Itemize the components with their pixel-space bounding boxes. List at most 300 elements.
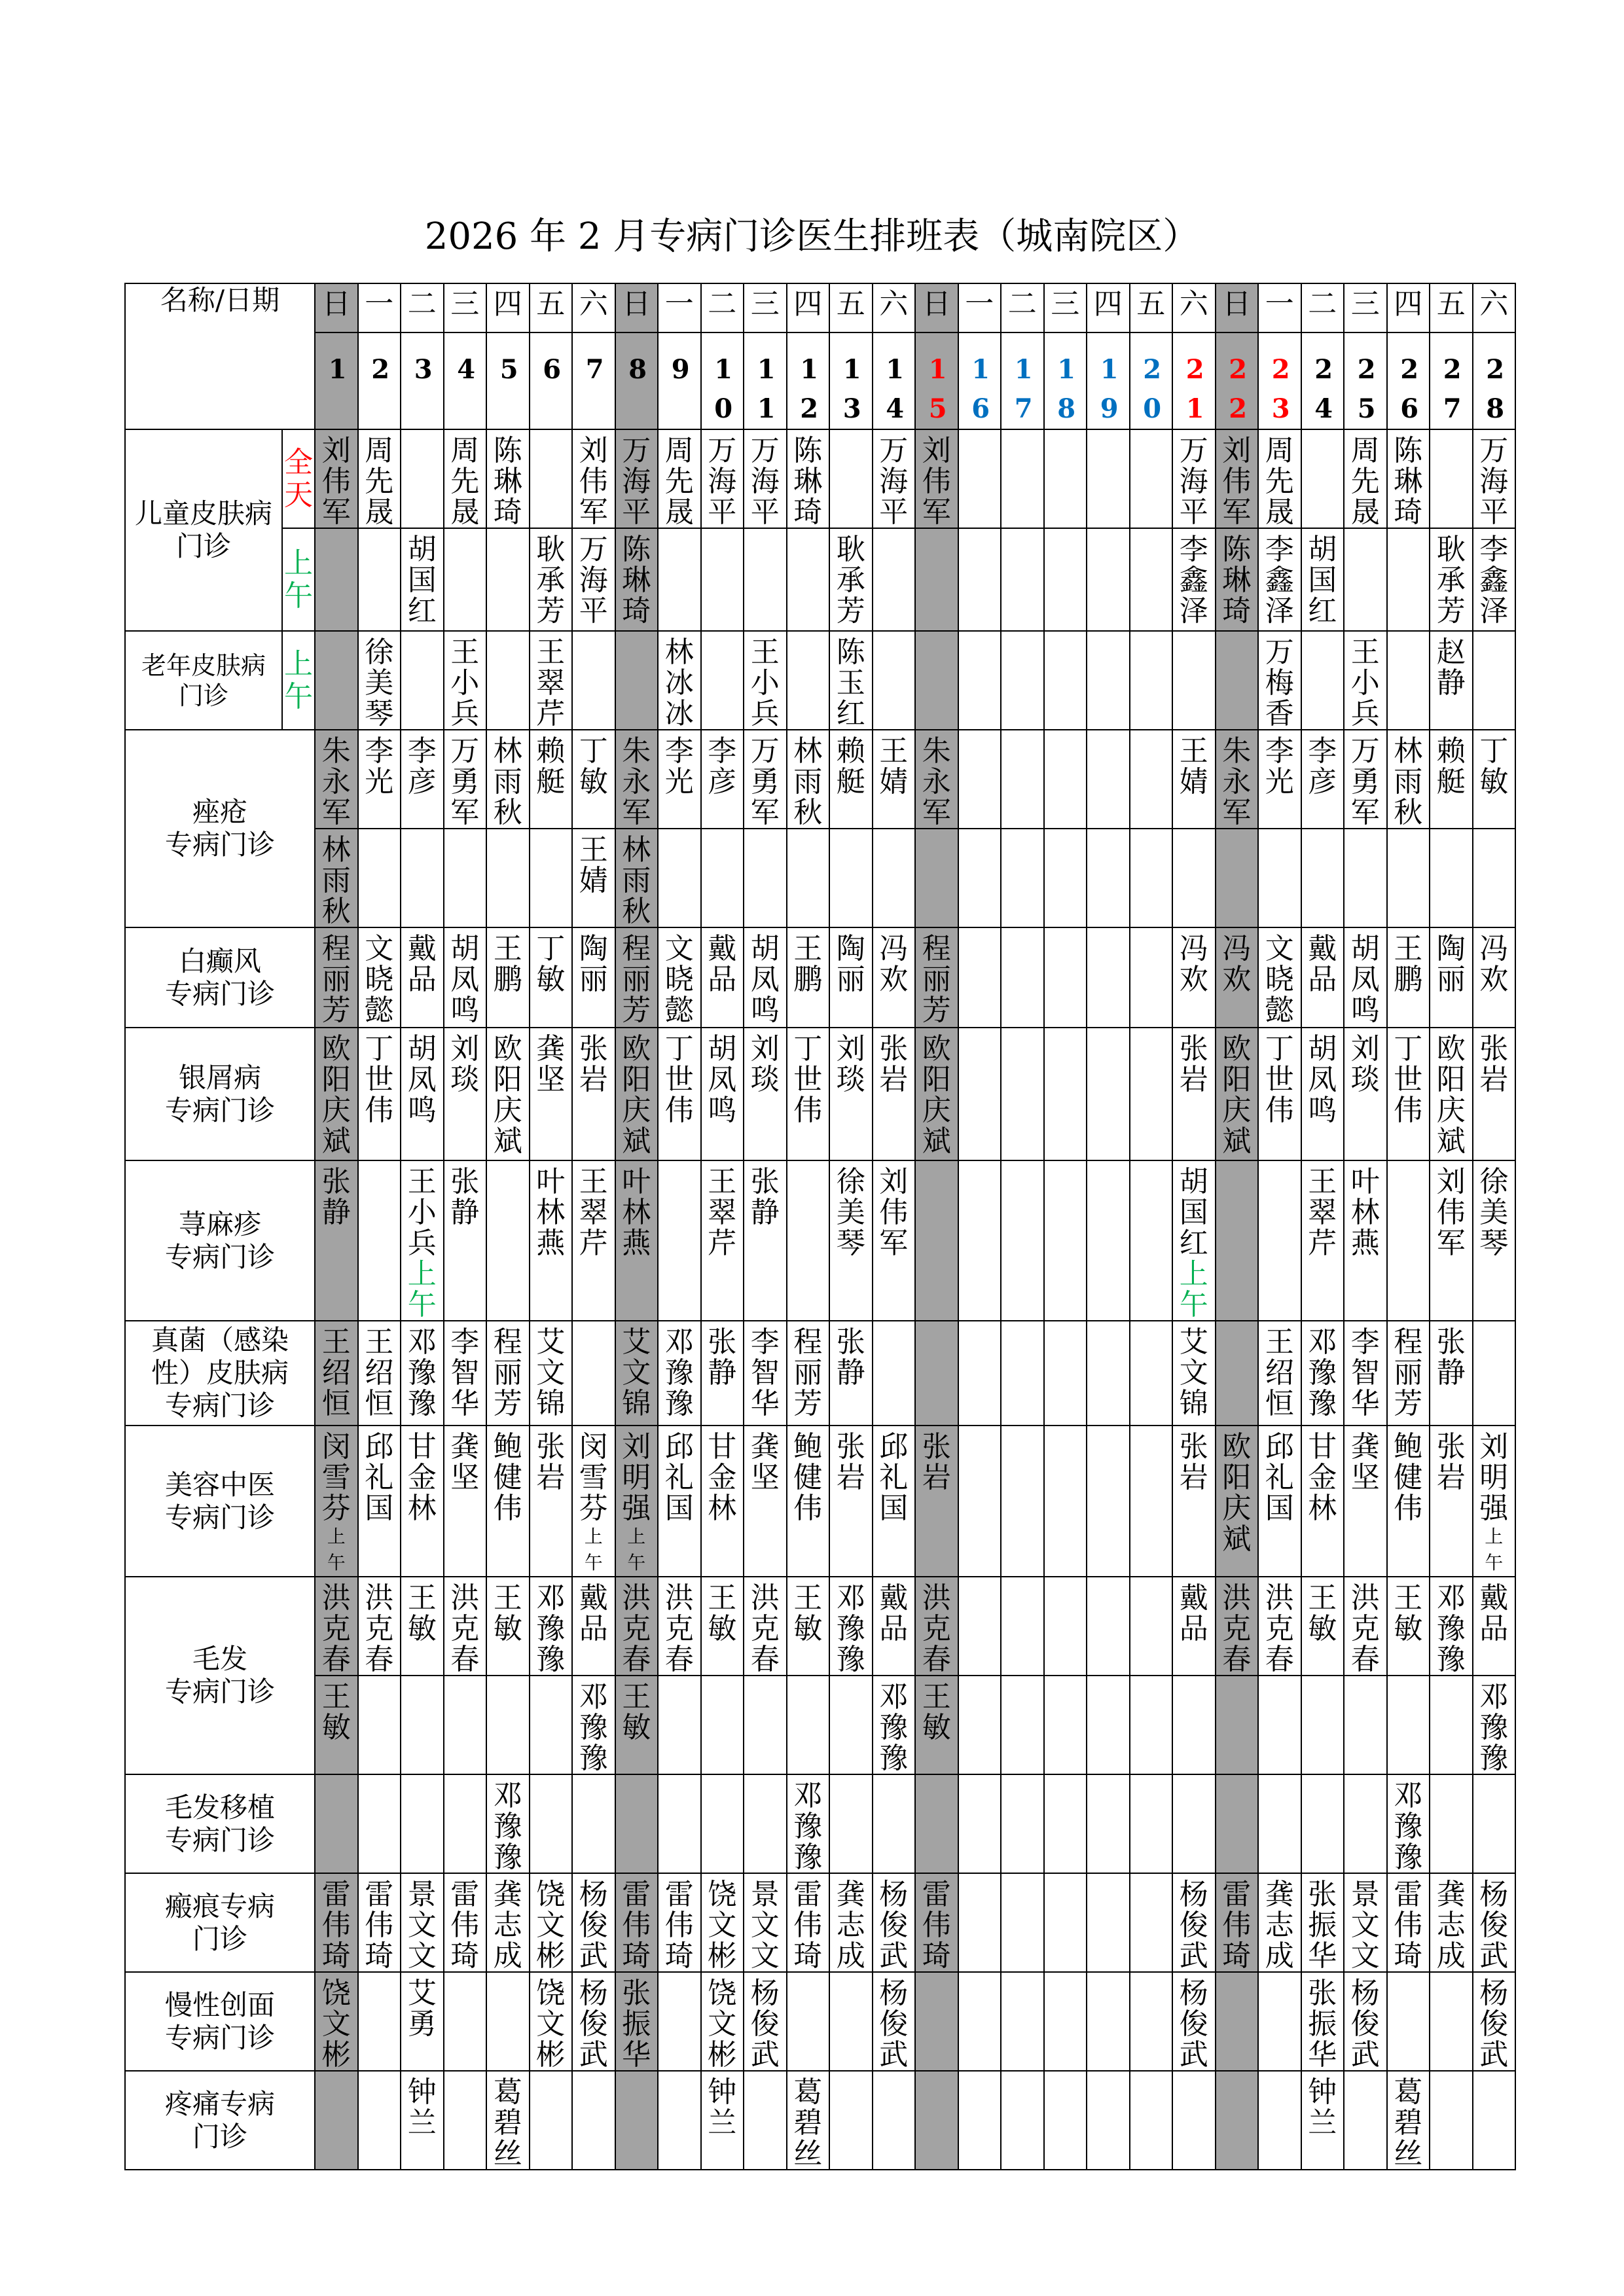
date-number: 23 [1271, 354, 1290, 424]
doctor-name: 王鹏 [793, 932, 823, 996]
doctor-name: 李鑫泽 [1479, 533, 1509, 628]
doctor-cell [358, 1577, 401, 1676]
doctor-cell [444, 2071, 487, 2170]
weekday-cell [915, 283, 958, 332]
doctor-cell [958, 1426, 1001, 1577]
doctor-cell [1387, 2071, 1430, 2170]
doctor-name: 林雨秋 [321, 833, 351, 927]
weekday-cell [958, 283, 1001, 332]
date-number: 22 [1229, 354, 1248, 424]
weekday-cell [1473, 283, 1516, 332]
doctor-cell [1301, 631, 1344, 730]
doctor-name: 万海平 [879, 434, 909, 528]
doctor-cell [787, 1873, 830, 1972]
doctor-name: 杨俊武 [1179, 1878, 1208, 1972]
doctor-cell [958, 528, 1001, 631]
doctor-name: 冯欢 [879, 932, 909, 996]
doctor-name: 艾文锦 [1179, 1325, 1208, 1420]
doctor-name: 王敏 [1394, 1581, 1423, 1645]
doctor-name: 邓豫豫 [836, 1581, 865, 1676]
doctor-cell [744, 1972, 787, 2071]
doctor-name: 王翠芹 [536, 636, 566, 730]
doctor-cell [658, 1676, 701, 1774]
date-cell [658, 332, 701, 429]
doctor-cell [1344, 730, 1387, 829]
doctor-cell [1044, 1774, 1087, 1873]
weekday-label: 一 [365, 287, 394, 321]
doctor-cell [530, 1774, 573, 1873]
doctor-name: 朱永军 [321, 734, 351, 829]
doctor-cell [744, 2071, 787, 2170]
session-note-small: 上午 [627, 1526, 646, 1573]
doctor-name: 耿承芳 [536, 533, 566, 628]
doctor-name: 龚志成 [493, 1878, 522, 1972]
doctor-cell [1430, 1426, 1473, 1577]
doctor-name: 鲍健伟 [1394, 1430, 1423, 1525]
doctor-cell [1044, 2071, 1087, 2170]
doctor-cell [915, 1028, 958, 1160]
doctor-name: 胡凤鸣 [407, 1032, 437, 1127]
date-number: 26 [1400, 354, 1419, 424]
weekday-cell [530, 283, 573, 332]
doctor-name: 胡国红 [407, 533, 437, 628]
doctor-cell [530, 1426, 573, 1577]
date-number: 4 [457, 354, 476, 385]
doctor-cell [1087, 1774, 1130, 1873]
doctor-name: 丁世伟 [664, 1032, 694, 1127]
schedule-row [125, 1321, 1515, 1426]
doctor-cell [530, 631, 573, 730]
doctor-cell [958, 730, 1001, 829]
doctor-cell [829, 1160, 873, 1321]
doctor-cell [1301, 2071, 1344, 2170]
doctor-cell [1344, 1577, 1387, 1676]
page-title: 2026 年 2 月专病门诊医生排班表（城南院区） [424, 215, 1200, 258]
doctor-cell [1172, 1160, 1216, 1321]
doctor-cell [1387, 528, 1430, 631]
doctor-cell [1387, 1028, 1430, 1160]
weekday-cell [658, 283, 701, 332]
doctor-cell [1344, 1972, 1387, 2071]
weekday-label: 日 [1222, 287, 1252, 321]
doctor-cell [444, 1873, 487, 1972]
doctor-cell [401, 1321, 444, 1426]
doctor-cell [1044, 1160, 1087, 1321]
doctor-cell [444, 829, 487, 927]
doctor-cell [1087, 829, 1130, 927]
doctor-cell [1044, 1873, 1087, 1972]
doctor-name: 陈琳琦 [1222, 533, 1252, 628]
weekday-cell [1301, 283, 1344, 332]
doctor-cell [486, 1426, 530, 1577]
doctor-name: 雷伟琦 [321, 1878, 351, 1972]
doctor-cell [744, 1028, 787, 1160]
doctor-name: 杨俊武 [879, 1977, 909, 2071]
doctor-name: 刘伟军 [1222, 434, 1252, 528]
doctor-cell [829, 1577, 873, 1676]
doctor-cell [787, 429, 830, 528]
doctor-cell [1430, 1160, 1473, 1321]
date-number: 25 [1357, 354, 1376, 424]
doctor-cell [744, 631, 787, 730]
doctor-cell [1087, 1426, 1130, 1577]
doctor-cell [315, 631, 358, 730]
clinic-name-cell: 痤疮 专病门诊 [125, 730, 315, 927]
doctor-cell [1387, 730, 1430, 829]
doctor-name: 程丽芳 [1394, 1325, 1423, 1420]
doctor-cell [958, 2071, 1001, 2170]
date-number: 1 [328, 354, 347, 385]
doctor-name: 程丽芳 [922, 932, 951, 1027]
doctor-name: 欧阳庆斌 [922, 1032, 951, 1158]
date-cell [744, 332, 787, 429]
doctor-name: 甘金林 [708, 1430, 737, 1525]
weekday-label: 二 [407, 287, 437, 321]
doctor-cell [701, 1321, 744, 1426]
doctor-name: 洪克春 [1222, 1581, 1252, 1676]
doctor-cell [1344, 1774, 1387, 1873]
doctor-cell [873, 2071, 916, 2170]
doctor-name: 冯欢 [1222, 932, 1252, 996]
doctor-name: 杨俊武 [750, 1977, 780, 2071]
doctor-cell [572, 528, 615, 631]
doctor-cell [787, 927, 830, 1028]
doctor-cell [1130, 631, 1173, 730]
date-cell [1473, 332, 1516, 429]
doctor-cell [486, 1774, 530, 1873]
doctor-cell [530, 1321, 573, 1426]
doctor-cell [1473, 1972, 1516, 2071]
doctor-name: 欧阳庆斌 [493, 1032, 522, 1158]
doctor-cell [1216, 528, 1259, 631]
session-note-small: 上午 [584, 1526, 603, 1573]
doctor-name: 戴品 [879, 1581, 909, 1645]
doctor-cell [315, 1676, 358, 1774]
doctor-cell [1430, 1972, 1473, 2071]
doctor-cell [1216, 1873, 1259, 1972]
doctor-cell [615, 2071, 659, 2170]
doctor-cell [486, 1321, 530, 1426]
doctor-name: 丁敏 [579, 734, 608, 798]
doctor-name: 朱永军 [622, 734, 651, 829]
doctor-name: 雷伟琦 [664, 1878, 694, 1972]
doctor-cell [1001, 429, 1044, 528]
doctor-cell [1087, 1873, 1130, 1972]
doctor-cell [315, 1028, 358, 1160]
doctor-name: 耿承芳 [1436, 533, 1466, 628]
date-cell [787, 332, 830, 429]
doctor-cell [744, 1873, 787, 1972]
date-cell [1044, 332, 1087, 429]
doctor-cell [873, 1972, 916, 2071]
doctor-cell [1344, 1160, 1387, 1321]
doctor-cell [829, 1972, 873, 2071]
weekday-cell [572, 283, 615, 332]
date-cell [1430, 332, 1473, 429]
doctor-cell [444, 730, 487, 829]
session-note-small: 上午 [1485, 1526, 1504, 1573]
doctor-cell [1301, 429, 1344, 528]
doctor-name: 饶文彬 [708, 1977, 737, 2071]
doctor-cell [401, 927, 444, 1028]
doctor-cell [1087, 1160, 1130, 1321]
doctor-cell [615, 1577, 659, 1676]
doctor-name: 赖艇 [536, 734, 566, 798]
doctor-cell [1172, 829, 1216, 927]
date-number: 14 [886, 354, 905, 424]
doctor-name: 王敏 [407, 1581, 437, 1645]
doctor-cell [701, 1774, 744, 1873]
weekday-cell [744, 283, 787, 332]
doctor-name: 刘伟军 [1436, 1165, 1466, 1260]
doctor-name: 张岩 [1436, 1430, 1466, 1494]
doctor-name: 赖艇 [1436, 734, 1466, 798]
doctor-cell [1301, 927, 1344, 1028]
schedule-row [125, 1873, 1515, 1972]
doctor-cell [829, 1873, 873, 1972]
doctor-cell [958, 1972, 1001, 2071]
doctor-name: 李光 [1265, 734, 1294, 798]
doctor-cell [1258, 1426, 1301, 1577]
doctor-cell [1216, 429, 1259, 528]
doctor-cell [1473, 1577, 1516, 1676]
weekday-label: 四 [793, 287, 823, 321]
clinic-name-cell: 疼痛专病 门诊 [125, 2071, 315, 2170]
doctor-name: 杨俊武 [1179, 1977, 1208, 2071]
doctor-cell [1473, 730, 1516, 829]
doctor-name: 张静 [836, 1325, 865, 1390]
doctor-cell [658, 927, 701, 1028]
doctor-name: 耿承芳 [836, 533, 865, 628]
doctor-cell [1387, 1426, 1430, 1577]
doctor-cell [658, 1972, 701, 2071]
doctor-cell [1130, 528, 1173, 631]
weekday-cell [787, 283, 830, 332]
doctor-name: 胡国红 [1179, 1165, 1208, 1260]
doctor-name: 文晓懿 [365, 932, 394, 1027]
doctor-name: 景文文 [750, 1878, 780, 1972]
doctor-name: 王婧 [879, 734, 909, 798]
date-number: 13 [842, 354, 861, 424]
doctor-cell [873, 1577, 916, 1676]
session-note-small: 上午 [327, 1526, 346, 1573]
doctor-cell [615, 730, 659, 829]
doctor-cell [1130, 429, 1173, 528]
doctor-name: 杨俊武 [579, 1977, 608, 2071]
weekday-cell [401, 283, 444, 332]
doctor-cell [530, 1160, 573, 1321]
doctor-cell [1258, 1321, 1301, 1426]
weekday-label: 二 [1308, 287, 1337, 321]
doctor-cell [444, 1321, 487, 1426]
doctor-cell [486, 1160, 530, 1321]
doctor-name: 饶文彬 [708, 1878, 737, 1972]
doctor-cell [1044, 829, 1087, 927]
schedule-row [125, 1972, 1515, 2071]
doctor-cell [658, 2071, 701, 2170]
doctor-cell [1172, 1676, 1216, 1774]
doctor-cell [1473, 927, 1516, 1028]
doctor-cell [958, 1873, 1001, 1972]
date-number: 18 [1057, 354, 1076, 424]
doctor-cell [572, 829, 615, 927]
doctor-cell [1301, 1426, 1344, 1577]
doctor-cell [1216, 730, 1259, 829]
doctor-cell [701, 1972, 744, 2071]
date-number: 11 [757, 354, 776, 424]
doctor-cell [1430, 528, 1473, 631]
weekday-label: 三 [1051, 287, 1080, 321]
doctor-cell [1130, 1321, 1173, 1426]
doctor-name: 邓豫豫 [664, 1325, 694, 1420]
date-number: 20 [1143, 354, 1162, 424]
doctor-name: 甘金林 [407, 1430, 437, 1525]
doctor-cell [572, 1972, 615, 2071]
doctor-cell [315, 829, 358, 927]
doctor-cell [1258, 429, 1301, 528]
doctor-name: 鲍健伟 [493, 1430, 522, 1525]
doctor-cell [744, 1426, 787, 1577]
doctor-cell [1387, 1972, 1430, 2071]
doctor-cell [358, 1774, 401, 1873]
doctor-cell [486, 1028, 530, 1160]
doctor-name: 林雨秋 [493, 734, 522, 829]
doctor-cell [915, 829, 958, 927]
doctor-cell [958, 631, 1001, 730]
schedule-row [125, 429, 1515, 528]
doctor-name: 龚志成 [836, 1878, 865, 1972]
date-cell [1172, 332, 1216, 429]
doctor-cell [701, 2071, 744, 2170]
doctor-cell [1301, 829, 1344, 927]
doctor-cell [1044, 1426, 1087, 1577]
schedule-row [125, 631, 1515, 730]
doctor-name: 万海平 [622, 434, 651, 528]
weekday-label: 一 [664, 287, 694, 321]
doctor-cell [444, 1426, 487, 1577]
doctor-cell [873, 730, 916, 829]
doctor-name: 林雨秋 [793, 734, 823, 829]
doctor-cell [744, 927, 787, 1028]
doctor-name: 周先晟 [450, 434, 480, 528]
session-note: 上午 [407, 1257, 437, 1321]
doctor-cell [658, 429, 701, 528]
weekday-cell [615, 283, 659, 332]
doctor-name: 龚坚 [1350, 1430, 1380, 1494]
doctor-name: 万勇军 [450, 734, 480, 829]
weekday-label: 五 [1136, 287, 1166, 321]
doctor-name: 邱礼国 [365, 1430, 394, 1525]
doctor-cell [572, 631, 615, 730]
doctor-name: 邓豫豫 [493, 1779, 522, 1873]
doctor-name: 王鹏 [1394, 932, 1423, 996]
doctor-cell [787, 2071, 830, 2170]
doctor-name: 程丽芳 [622, 932, 651, 1027]
doctor-cell [701, 927, 744, 1028]
doctor-name: 王敏 [1308, 1581, 1337, 1645]
doctor-cell [873, 1774, 916, 1873]
date-cell [401, 332, 444, 429]
doctor-cell [829, 1321, 873, 1426]
date-cell [958, 332, 1001, 429]
doctor-cell [1301, 528, 1344, 631]
doctor-cell [1216, 1426, 1259, 1577]
date-cell [1301, 332, 1344, 429]
doctor-cell [315, 2071, 358, 2170]
doctor-name: 张岩 [579, 1032, 608, 1096]
doctor-cell [701, 1676, 744, 1774]
doctor-name: 张岩 [536, 1430, 566, 1494]
doctor-name: 周先晟 [1350, 434, 1380, 528]
doctor-cell [401, 829, 444, 927]
doctor-cell [315, 1321, 358, 1426]
doctor-cell [1258, 1676, 1301, 1774]
doctor-name: 杨俊武 [579, 1878, 608, 1972]
doctor-cell [1087, 1676, 1130, 1774]
doctor-cell [1473, 429, 1516, 528]
date-cell [315, 332, 358, 429]
doctor-cell [1172, 927, 1216, 1028]
doctor-name: 万海平 [708, 434, 737, 528]
doctor-cell [1044, 1676, 1087, 1774]
clinic-name-cell: 美容中医 专病门诊 [125, 1426, 315, 1577]
doctor-cell [1087, 1321, 1130, 1426]
doctor-name: 饶文彬 [321, 1977, 351, 2071]
doctor-cell [1258, 1028, 1301, 1160]
doctor-name: 丁世伟 [1265, 1032, 1294, 1127]
doctor-name: 王敏 [622, 1680, 651, 1744]
doctor-cell [1172, 2071, 1216, 2170]
session-label: 全天 [284, 445, 313, 512]
weekday-cell [486, 283, 530, 332]
date-number: 24 [1314, 354, 1333, 424]
doctor-cell [358, 2071, 401, 2170]
doctor-name: 洪克春 [321, 1581, 351, 1676]
doctor-name: 张岩 [879, 1032, 909, 1096]
doctor-cell [658, 1774, 701, 1873]
doctor-name: 张振华 [1308, 1878, 1337, 1972]
doctor-cell [873, 1426, 916, 1577]
date-number: 12 [800, 354, 819, 424]
doctor-cell [572, 2071, 615, 2170]
doctor-name: 邱礼国 [664, 1430, 694, 1525]
session-label: 上午 [284, 647, 313, 713]
date-number: 28 [1486, 354, 1505, 424]
doctor-cell [444, 1774, 487, 1873]
doctor-cell [658, 631, 701, 730]
doctor-cell [1387, 927, 1430, 1028]
doctor-cell [1258, 1972, 1301, 2071]
doctor-cell [315, 429, 358, 528]
doctor-name: 戴品 [1479, 1581, 1509, 1645]
doctor-cell [701, 730, 744, 829]
doctor-name: 文晓懿 [1265, 932, 1294, 1027]
doctor-cell [1430, 1577, 1473, 1676]
doctor-cell [1258, 1873, 1301, 1972]
weekday-label: 六 [1479, 287, 1509, 321]
doctor-cell [1344, 1028, 1387, 1160]
date-cell [1087, 332, 1130, 429]
doctor-cell [958, 1676, 1001, 1774]
doctor-cell [787, 1160, 830, 1321]
doctor-name: 王小兵 [407, 1165, 437, 1260]
doctor-cell [1344, 1676, 1387, 1774]
doctor-name: 甘金林 [1308, 1430, 1337, 1525]
doctor-cell [958, 1321, 1001, 1426]
doctor-cell [829, 2071, 873, 2170]
doctor-cell [358, 1028, 401, 1160]
doctor-cell [829, 1028, 873, 1160]
